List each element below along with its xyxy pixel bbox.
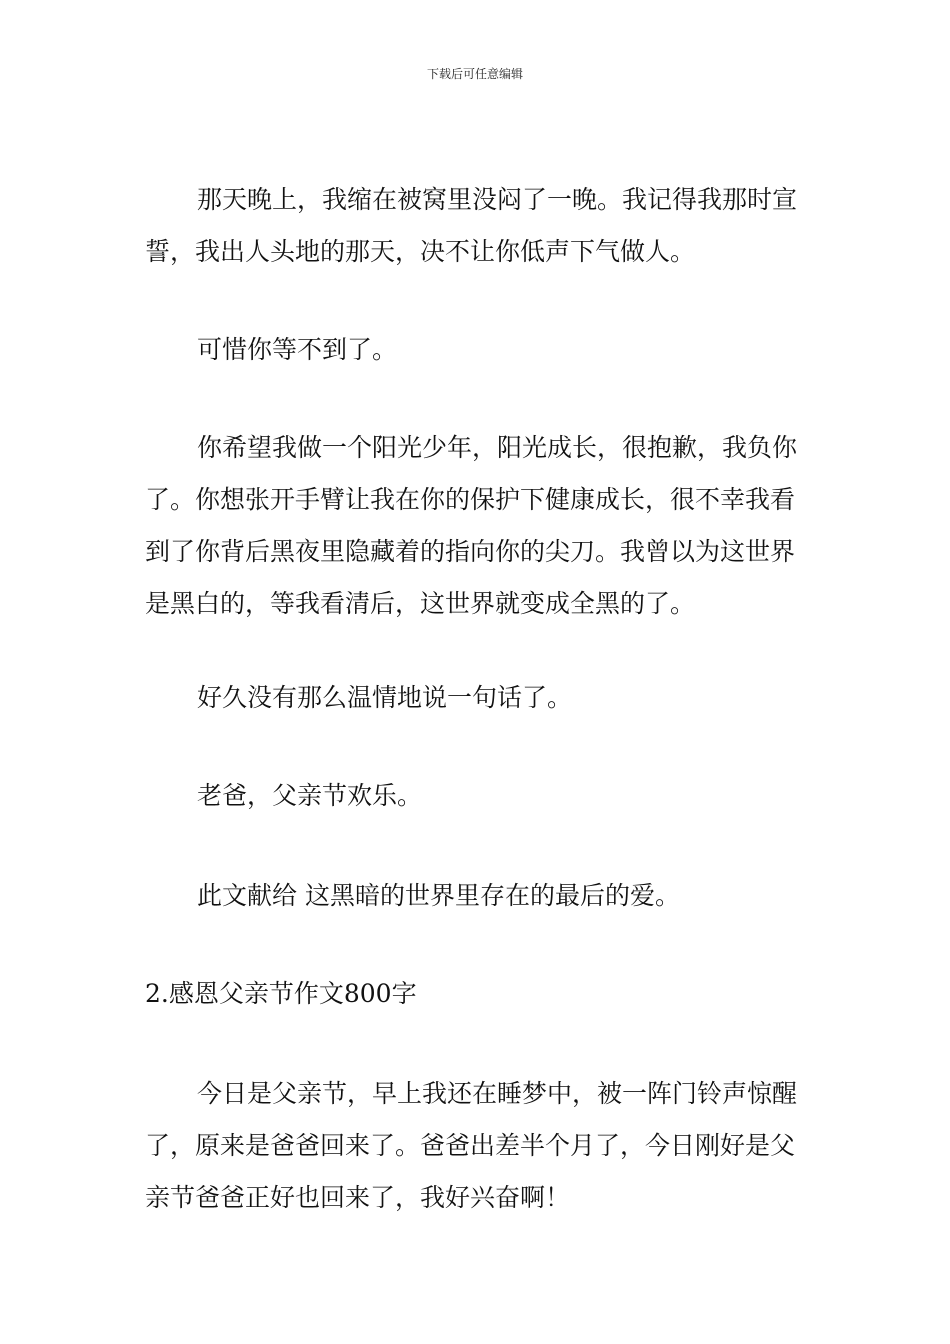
paragraph-1: 那天晚上，我缩在被窝里没闷了一晚。我记得我那时宣誓，我出人头地的那天，决不让你低声下气做人。 xyxy=(145,185,798,266)
page-header: 下载后可任意编辑 xyxy=(426,67,523,81)
paragraph-7: 今日是父亲节，早上我还在睡梦中，被一阵门铃声惊醒了，原来是爸爸回来了。爸爸出差半个月了，今日刚好是父亲节爸爸正好也回来了，我好兴奋啊！ xyxy=(145,1079,798,1212)
paragraph-3: 你希望我做一个阳光少年，阳光成长，很抱歉，我负你了。你想张开手臂让我在你的保护下健康成长，很不幸我看到了你背后黑夜里隐藏着的指向你的尖刀。我曾以为这世界是黑白的，等我看清后，这世界就变成全黑的了。 xyxy=(145,433,798,618)
paragraph-6: 此文献给 这黑暗的世界里存在的最后的爱。 xyxy=(197,881,680,910)
paragraph-4: 好久没有那么温情地说一句话了。 xyxy=(197,683,573,712)
paragraph-2: 可惜你等不到了。 xyxy=(197,335,398,364)
section-heading: 2.感恩父亲节作文800字 xyxy=(145,979,417,1008)
paragraph-5: 老爸，父亲节欢乐。 xyxy=(197,781,423,810)
